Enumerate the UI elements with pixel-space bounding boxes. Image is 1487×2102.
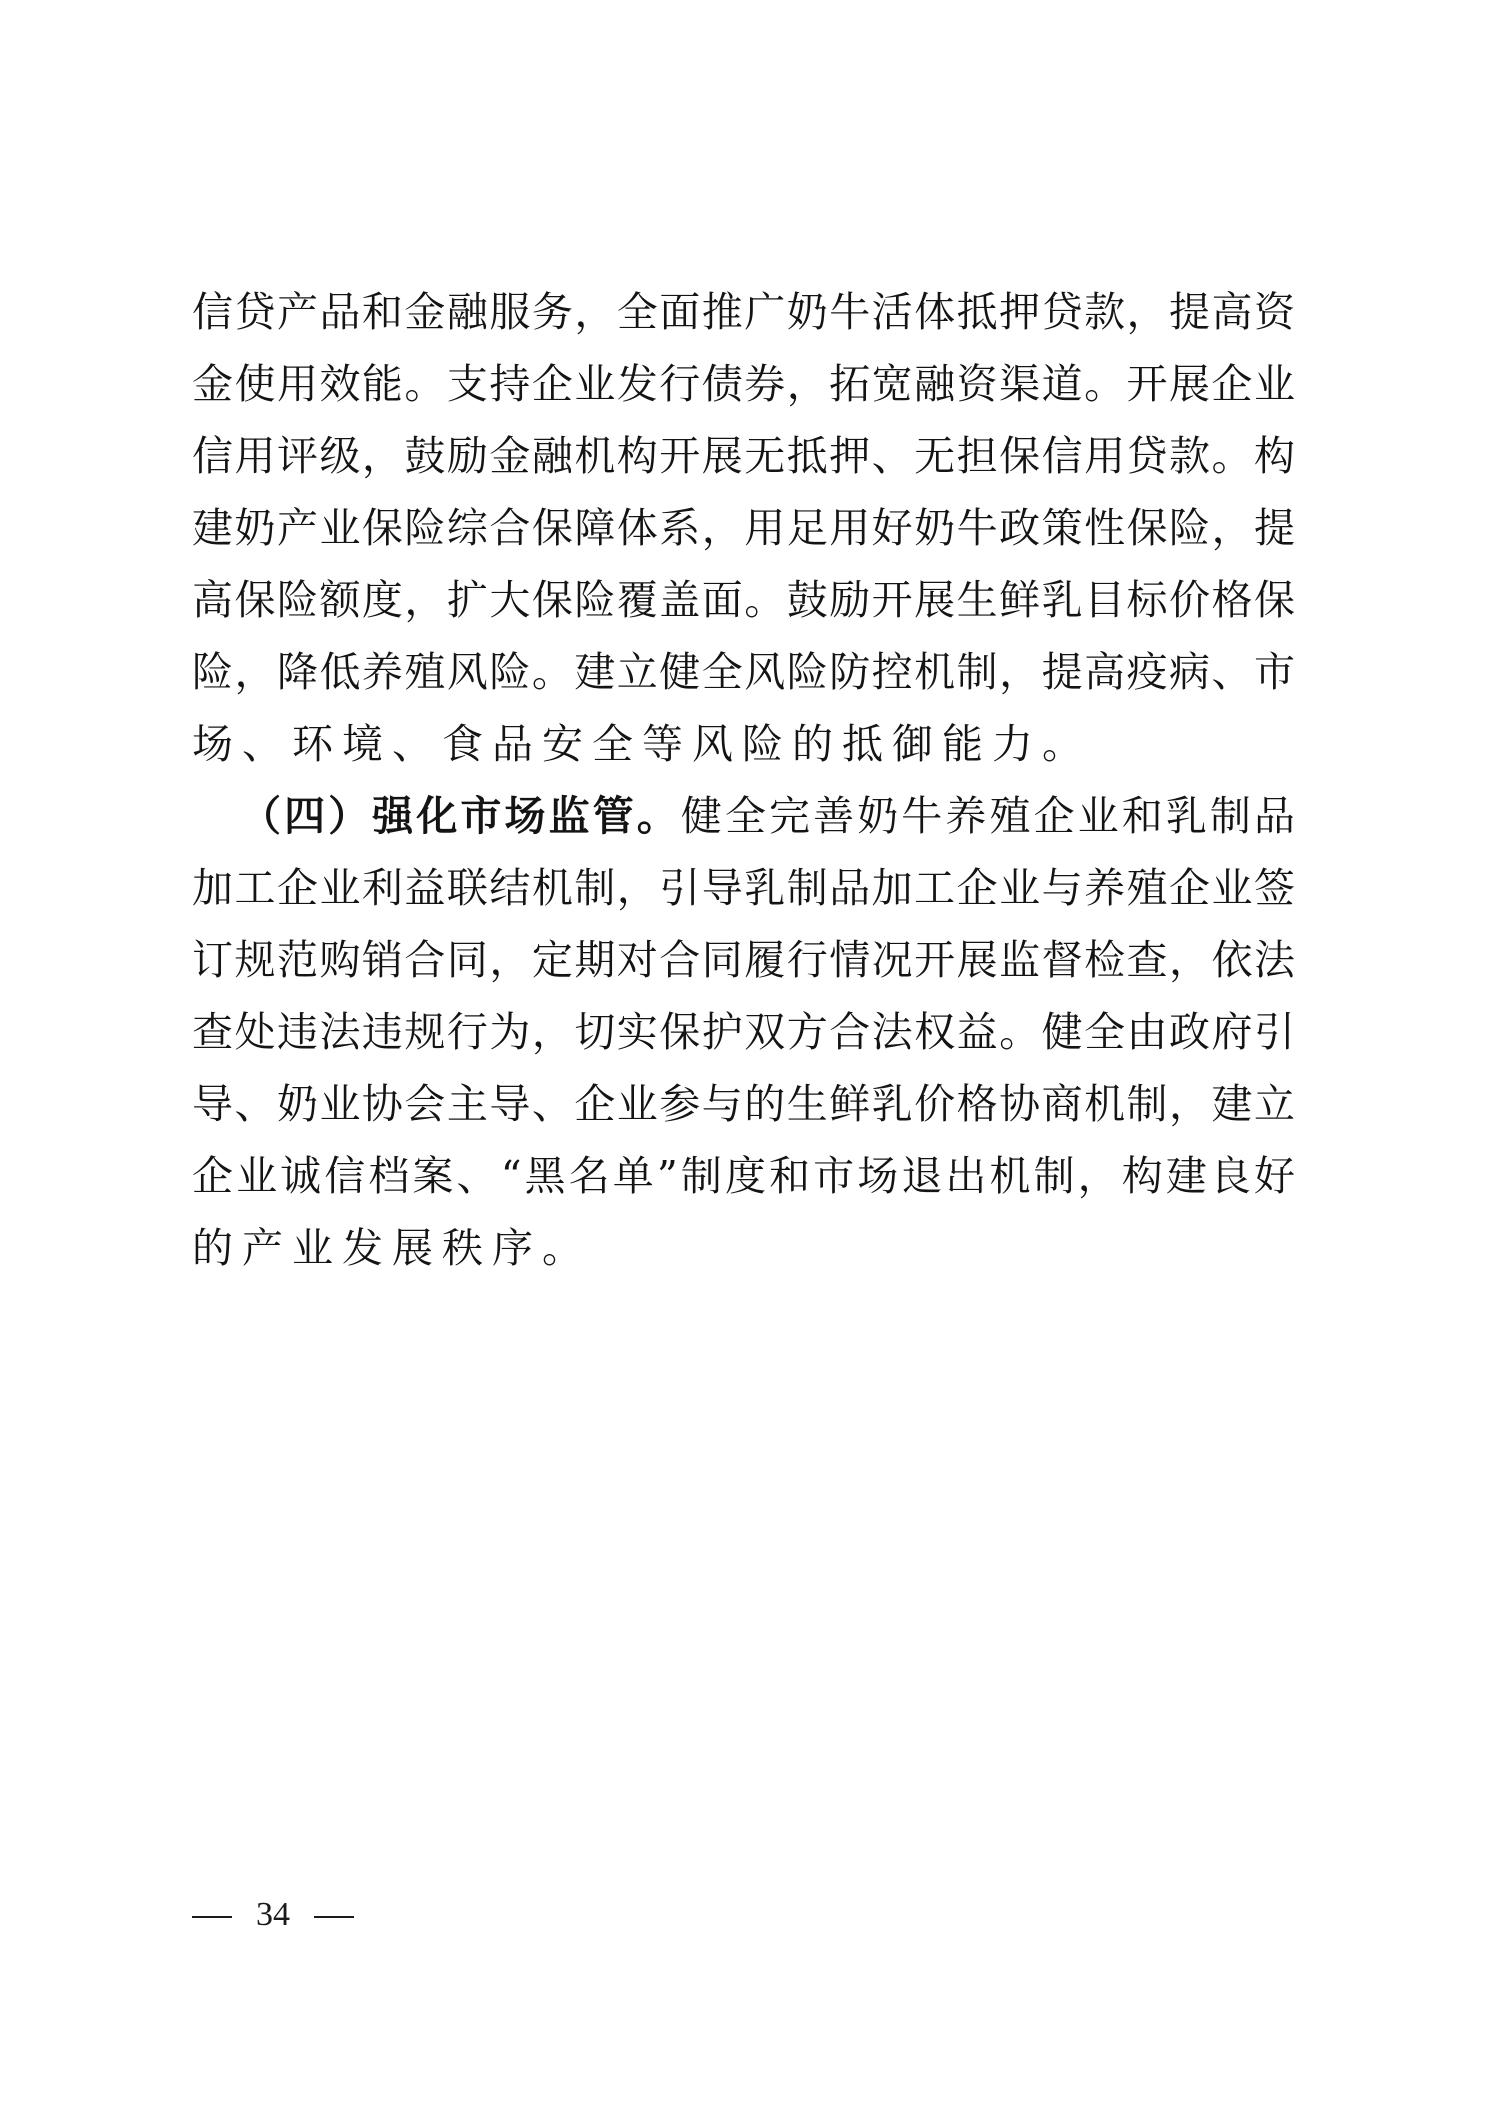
page-number: 34	[256, 1896, 290, 1933]
paragraph-2-line-5: 导、奶业协会主导、企业参与的生鲜乳价格协商机制，建立	[192, 1080, 1295, 1128]
section-heading: （四）强化市场监管。	[240, 792, 681, 840]
paragraph-2-line-2: 加工企业利益联结机制，引导乳制品加工企业与养殖企业签	[192, 864, 1295, 912]
paragraph-2-line-1	[240, 784, 1295, 848]
paragraph-1-line-4: 建奶产业保险综合保障体系，用足用好奶牛政策性保险，提	[192, 504, 1295, 552]
paragraph-2-line-7: 的产业发展秩序。	[192, 1224, 592, 1272]
paragraph-1-line-2: 金使用效能。支持企业发行债券，拓宽融资渠道。开展企业	[192, 360, 1295, 408]
paragraph-1-line-5: 高保险额度，扩大保险覆盖面。鼓励开展生鲜乳目标价格保	[192, 576, 1295, 624]
paragraph-1-line-7: 场、环境、食品安全等风险的抵御能力。	[192, 720, 1092, 768]
paragraph-1-line-6: 险，降低养殖风险。建立健全风险防控机制，提高疫病、市	[192, 648, 1295, 696]
paragraph-1-line-1: 信贷产品和金融服务，全面推广奶牛活体抵押贷款，提高资	[192, 288, 1295, 336]
right-dash	[314, 1916, 354, 1918]
left-dash	[192, 1916, 232, 1918]
paragraph-2-line-1-text: 健全完善奶牛养殖企业和乳制品	[680, 792, 1296, 840]
paragraph-2-line-4: 查处违法违规行为，切实保护双方合法权益。健全由政府引	[192, 1008, 1295, 1056]
paragraph-1-line-3: 信用评级，鼓励金融机构开展无抵押、无担保信用贷款。构	[192, 432, 1295, 480]
paragraph-2-line-6: 企业诚信档案、“黑名单”制度和市场退出机制，构建良好	[192, 1152, 1295, 1200]
paragraph-2-line-3: 订规范购销合同，定期对合同履行情况开展监督检查，依法	[192, 936, 1295, 984]
page-number-footer	[192, 1890, 354, 1940]
